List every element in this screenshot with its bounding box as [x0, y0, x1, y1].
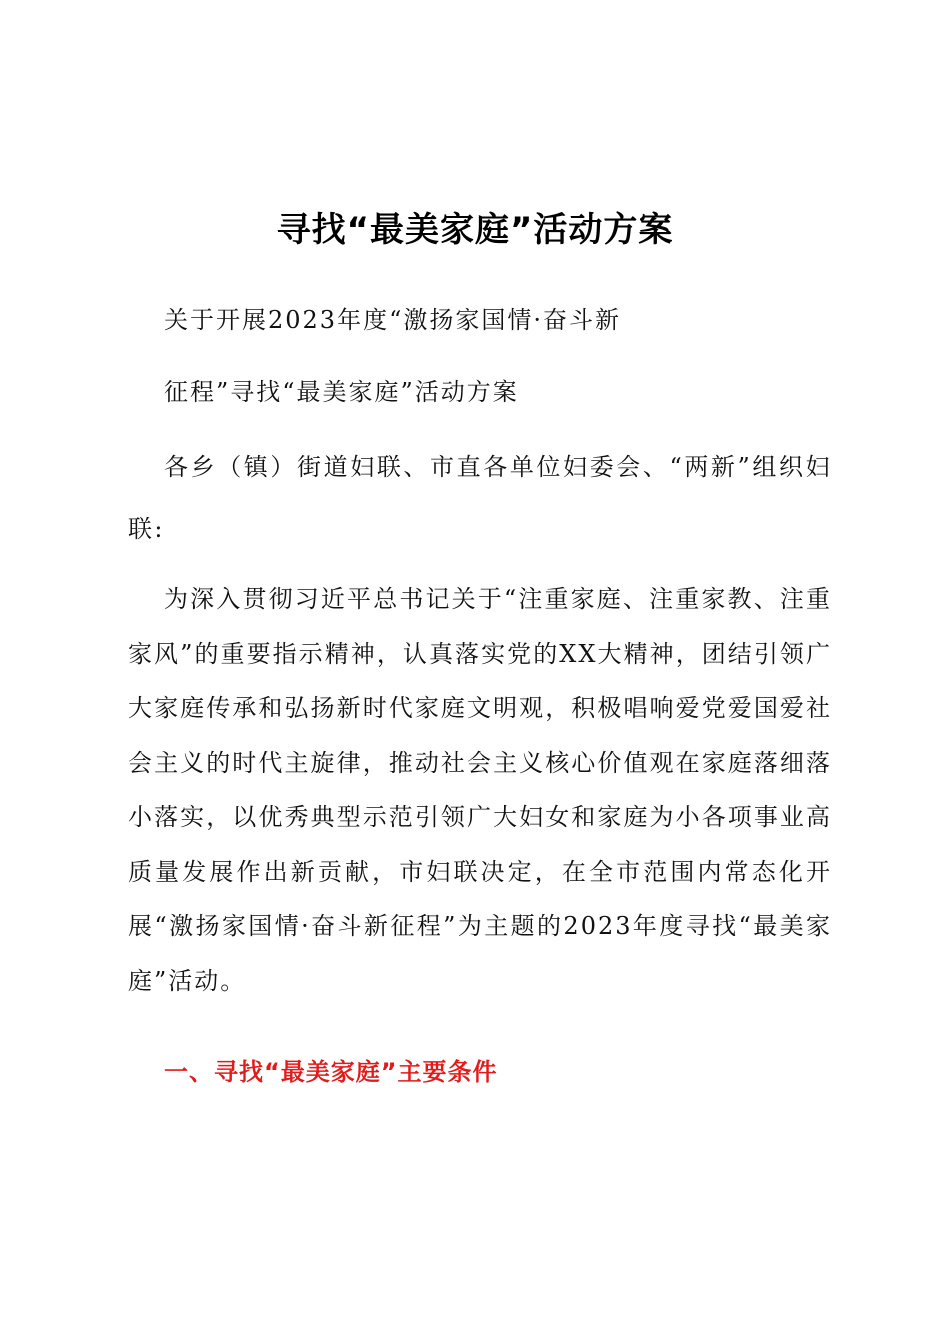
salutation-paragraph: 各乡（镇）街道妇联、市直各单位妇委会、“两新”组织妇联:: [128, 453, 832, 543]
subtitle-line-2: 征程”寻找“最美家庭”活动方案: [164, 378, 519, 406]
subtitle-line-1: 关于开展2023年度“激扬家国情·奋斗新: [164, 306, 621, 334]
body-paragraph: 为深入贯彻习近平总书记关于“注重家庭、注重家教、注重家风”的重要指示精神，认真落实党的XX大精神，团结引领广大家庭传承和弘扬新时代家庭文明观，积极唱响爱党爱国爱社会主义的时代主旋律，推动社会主义核心价值观在家庭落细落小落实，以优秀典型示范引领广大妇女和家庭为小各项事业高质量发展作出新贡献，市妇联决定，在全市范围内常态化开展“激扬家国情·奋斗新征程”为主题的2023年度寻找“最美家庭”活动。: [128, 585, 832, 995]
document-title: 寻找“最美家庭”活动方案: [276, 210, 674, 250]
section-heading-1: 一、寻找“最美家庭”主要条件: [164, 1058, 498, 1086]
